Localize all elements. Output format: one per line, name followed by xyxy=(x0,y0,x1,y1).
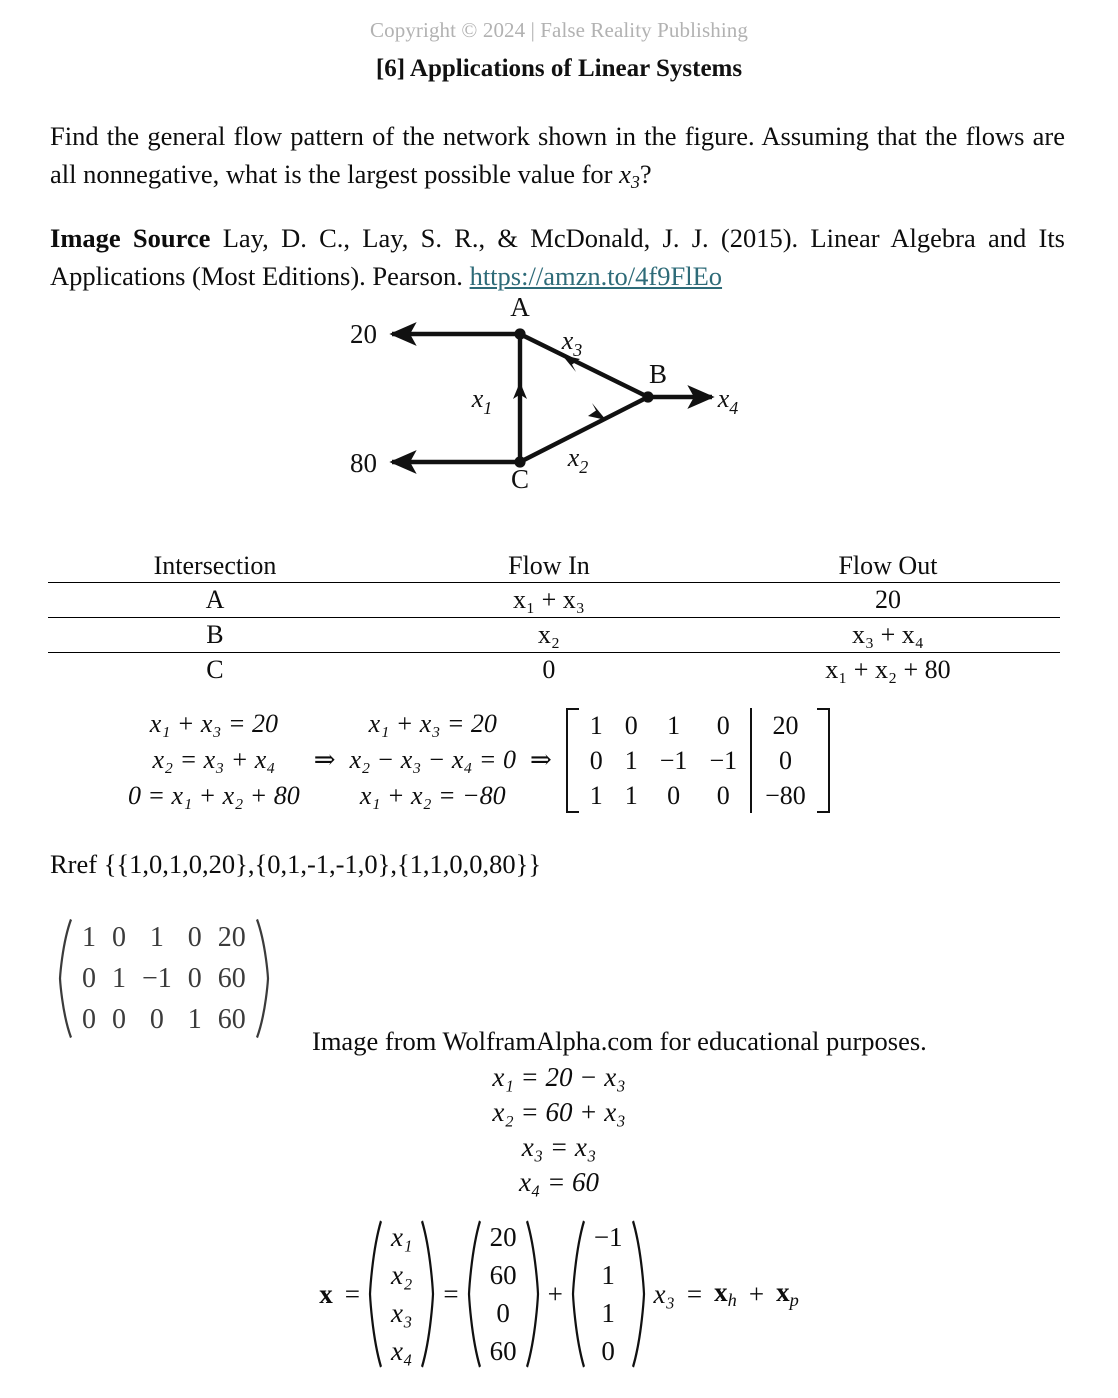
node-label-a: A xyxy=(510,296,530,322)
equation-line: x₂ = x₃ + x₄ xyxy=(152,745,276,774)
matrix-cell: 0 xyxy=(624,710,638,740)
column-header-intersection: Intersection xyxy=(153,550,277,580)
rref-command-text: Rref {{1,0,1,0,20},{0,1,-1,-1,0},{1,1,0,0,80}} xyxy=(50,849,542,879)
matrix-cell: 60 xyxy=(217,1004,246,1035)
column-vector-homogeneous xyxy=(569,1218,648,1370)
cell-flow-out: 20 xyxy=(874,585,901,614)
matrix-cell: 1 xyxy=(667,710,681,740)
problem-line-1: Find the general flow pattern of the network shown in the figure. Assuming that the xyxy=(50,121,958,151)
equation-line: x₂ − x₃ − x₄ = 0 xyxy=(349,745,516,774)
bracket-left xyxy=(566,708,579,813)
matrix-cell: 0 xyxy=(187,922,202,953)
augmented-matrix xyxy=(566,708,830,813)
column-header-flow-in: Flow In xyxy=(508,550,590,580)
coefficient-grid xyxy=(579,708,748,813)
problem-variable-subscript: 3 xyxy=(630,172,640,193)
cell-flow-out: x₃ + x₄ xyxy=(852,620,924,649)
node-label-c: C xyxy=(510,464,530,494)
image-source-text: Lay, D. C., Lay, S. R., & McDonald, J. J. (2015). Linear Algebra and Its Applications (Most Editions). Pearson. xyxy=(50,223,1065,291)
cell-intersection: C xyxy=(206,655,224,684)
matrix-cell: 0 xyxy=(667,780,681,810)
equals-sign-3: = xyxy=(686,1278,703,1309)
rref-grid xyxy=(74,917,254,1040)
page-title: [6] Applications of Linear Systems xyxy=(375,55,743,82)
cell-intersection: A xyxy=(205,585,225,614)
matrix-cell: −1 xyxy=(659,745,688,775)
matrix-cell: −80 xyxy=(765,780,806,810)
column-vector-particular xyxy=(465,1218,542,1370)
node-label-b: B xyxy=(648,359,668,389)
arrowhead-x2 xyxy=(588,403,606,420)
plus-sign-2: + xyxy=(748,1278,765,1309)
vector-cell: 60 xyxy=(489,1336,517,1366)
vector-cell: 0 xyxy=(496,1298,510,1328)
equation-line: x₁ + x₃ = 20 xyxy=(368,709,497,738)
flow-table xyxy=(48,549,1060,687)
amazon-link[interactable]: https://amzn.to/4f9FlEo xyxy=(469,261,723,291)
matrix-cell: 0 xyxy=(716,710,730,740)
matrix-cell: 1 xyxy=(589,780,603,810)
augmented-divider xyxy=(750,708,752,813)
cell-flow-in: x₂ xyxy=(537,620,560,649)
external-flow-80: 80 xyxy=(350,448,377,478)
cell-intersection: B xyxy=(206,620,224,649)
matrix-cell: 0 xyxy=(589,745,603,775)
original-system xyxy=(128,706,300,814)
problem-line-2-post: ? xyxy=(639,159,652,189)
paren-left xyxy=(569,1218,587,1370)
wolfram-attribution: Image from WolframAlpha.com for educational purposes. xyxy=(312,1026,927,1056)
node-a-dot xyxy=(514,328,525,339)
vector-cell: 0 xyxy=(601,1336,615,1366)
column-header-flow-out: Flow Out xyxy=(838,550,938,580)
copyright-notice: Copyright © 2024 | False Reality Publishing xyxy=(370,18,748,42)
solution-line: x₁ = 20 − x₃ xyxy=(492,1062,626,1092)
cell-flow-in: x₁ + x₃ xyxy=(513,585,585,614)
vector-cell: −1 xyxy=(593,1222,623,1252)
matrix-cell: 20 xyxy=(217,922,246,953)
matrix-cell: 0 xyxy=(112,1004,126,1035)
general-solution-vector-equation xyxy=(0,1218,1118,1370)
vector-cell: 20 xyxy=(489,1222,517,1252)
homogeneous-grid xyxy=(587,1218,630,1370)
particular-grid xyxy=(483,1218,524,1370)
image-source-label: Image Source xyxy=(50,223,211,253)
image-source-citation xyxy=(50,219,1065,295)
problem-variable: x xyxy=(619,159,631,189)
paren-left xyxy=(366,1218,384,1370)
paren-right xyxy=(419,1218,437,1370)
equals-sign-2: = xyxy=(443,1278,459,1309)
matrix-cell: 0 xyxy=(82,1004,96,1035)
matrix-cell: 0 xyxy=(716,780,730,810)
plus-sign-1: + xyxy=(547,1278,563,1309)
matrix-cell: −1 xyxy=(142,963,172,994)
equation-line: x₁ + x₃ = 20 xyxy=(149,709,279,738)
rref-result-matrix xyxy=(56,917,272,1040)
node-b-dot xyxy=(642,391,653,402)
vector-cell: 1 xyxy=(601,1260,615,1290)
matrix-cell: 1 xyxy=(187,1004,202,1035)
matrix-cell: 20 xyxy=(772,710,799,740)
edge-label-x1: x1 xyxy=(471,384,493,418)
solution-line: x₃ = x₃ xyxy=(521,1132,597,1162)
matrix-cell: 0 xyxy=(778,745,792,775)
matrix-cell: 0 xyxy=(187,963,202,994)
system-derivation-row xyxy=(50,706,1070,814)
problem-statement xyxy=(50,117,1065,201)
vector-cell: x₃ xyxy=(390,1298,413,1328)
problem-line-2-pre: flows are all nonnegative, what is the largest possible value for xyxy=(50,121,1065,189)
rearranged-system xyxy=(350,706,516,814)
table-row xyxy=(48,653,1060,688)
matrix-cell: 0 xyxy=(149,1004,164,1035)
matrix-cell: −1 xyxy=(709,745,738,775)
equation-line: 0 = x₁ + x₂ + 80 xyxy=(128,781,300,810)
edge-label-x2: x2 xyxy=(567,443,589,477)
matrix-cell: 1 xyxy=(149,922,164,953)
paren-right xyxy=(524,1218,542,1370)
implies-arrow-1: ⇒ xyxy=(313,745,336,774)
equation-line: x₁ + x₂ = −80 xyxy=(359,781,506,810)
table-row xyxy=(48,583,1060,618)
network-flow-diagram xyxy=(330,296,790,506)
solution-line: x₂ = 60 + x₃ xyxy=(492,1097,626,1127)
edge-c-to-b xyxy=(520,397,648,462)
table-header-row xyxy=(48,549,1060,583)
bracket-right xyxy=(817,708,830,813)
paren-right xyxy=(254,917,272,1040)
vector-cell: 60 xyxy=(489,1260,517,1290)
matrix-cell: 1 xyxy=(624,780,638,810)
paren-right xyxy=(630,1218,648,1370)
matrix-cell: 60 xyxy=(217,963,246,994)
equals-sign-1: = xyxy=(344,1278,360,1309)
implies-arrow-2: ⇒ xyxy=(529,745,552,774)
edge-b-to-a xyxy=(522,335,648,397)
paren-left xyxy=(465,1218,483,1370)
external-flow-20: 20 xyxy=(350,319,377,349)
matrix-cell: 1 xyxy=(589,710,603,740)
solution-equations xyxy=(0,1060,1118,1200)
cell-flow-in: 0 xyxy=(542,655,556,684)
table-row xyxy=(48,618,1060,653)
solution-line: x₄ = 60 xyxy=(518,1167,600,1197)
x-homogeneous-symbol: $x_h$ xyxy=(714,1276,737,1311)
vector-x-symbol: x xyxy=(319,1278,333,1309)
unknowns-grid xyxy=(384,1218,419,1370)
cell-flow-out: x₁ + x₂ + 80 xyxy=(825,655,951,684)
paren-left xyxy=(56,917,74,1040)
matrix-cell: 1 xyxy=(82,922,96,953)
matrix-cell: 0 xyxy=(82,963,96,994)
column-vector-unknowns xyxy=(366,1218,437,1370)
free-parameter: x₃ xyxy=(653,1278,675,1309)
vector-cell: x₂ xyxy=(390,1260,413,1290)
edge-label-x4: x4 xyxy=(717,384,739,418)
vector-cell: x₄ xyxy=(390,1336,413,1366)
matrix-cell: 1 xyxy=(624,745,638,775)
vector-cell: 1 xyxy=(601,1298,615,1328)
matrix-cell: 1 xyxy=(112,963,126,994)
rhs-grid xyxy=(754,708,817,813)
vector-cell: x₁ xyxy=(390,1222,413,1252)
edge-label-x3: x3 xyxy=(561,326,583,360)
matrix-cell: 0 xyxy=(112,922,126,953)
x-particular-symbol: $x_p$ xyxy=(776,1276,799,1311)
